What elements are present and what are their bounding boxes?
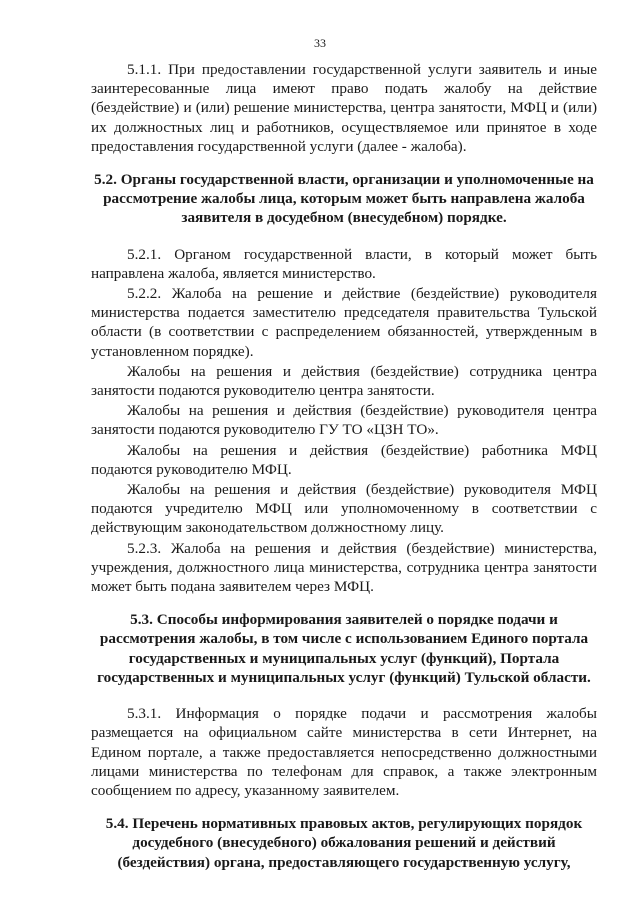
page-number: 33 [314, 36, 326, 50]
paragraph-5-3-1: 5.3.1. Информация о порядке подачи и рассмотрения жалобы размещается на официальном сайте министерства в сети Интернет, на Едином портале, а также предоставляется непосредственно должностными лицами министерства по телефонам для справок, а также электронным сообщением по адресу, указанному заявителем. [91, 705, 597, 799]
paragraph-5-2-2-employment-center: Жалобы на решения и действия (бездействие) сотрудника центра занятости подаются руководителю центра занятости. [91, 362, 597, 400]
heading-5-2: 5.2. Органы государственной власти, организации и уполномоченные на рассмотрение жалобы лица, которым может быть направлена жалоба заявителя в досудебном (внесудебном) порядке. [94, 171, 594, 227]
heading-5-3: 5.3. Способы информирования заявителей о порядке подачи и рассмотрения жалобы, в том числе с использованием Единого портала государственных и муниципальных услуг (функций), Портала государственных и муниципальных услуг (функций) Тульской области. [97, 611, 591, 686]
paragraph-5-1-1: 5.1.1. При предоставлении государственной услуги заявитель и иные заинтересованные лица имеют право подать жалобу на действие (бездействие) и (или) решение министерства, центра занятости, МФЦ и (или) их должностных лиц и работников, осуществляемое или принятое в ходе предоставления государственной услуги (далее - жалоба). [91, 61, 597, 155]
paragraph-5-2-3: 5.2.3. Жалоба на решения и действия (бездействие) министерства, учреждения, должностного лица министерства, сотрудника центра занятости может быть подана заявителем через МФЦ. [91, 539, 597, 596]
paragraph-5-2-1: 5.2.1. Органом государственной власти, в который может быть направлена жалоба, является министерство. [91, 245, 597, 282]
paragraph-5-2-2-center-head: Жалобы на решения и действия (бездействие) руководителя центра занятости подаются руководителю ГУ ТО «ЦЗН ТО». [91, 402, 597, 439]
paragraph-5-2-2: 5.2.2. Жалоба на решение и действие (бездействие) руководителя министерства подается заместителю председателя правительства Тульской области (в соответствии с распределением обязанностей, утвержденным в установленном порядке). [91, 285, 597, 360]
heading-5-4: 5.4. Перечень нормативных правовых актов, регулирующих порядок досудебного (внесудебного) обжалования решений и действий (бездействия) органа, предоставляющего государственную услугу, [105, 815, 583, 871]
paragraph-5-2-2-mfc-worker: Жалобы на решения и действия (бездействие) работника МФЦ подаются руководителю МФЦ. [91, 441, 597, 478]
paragraph-5-2-2-mfc-head: Жалобы на решения и действия (бездействие) руководителя МФЦ подаются учредителю МФЦ или уполномоченному в соответствии с действующим законодательством должностному лицу. [91, 481, 597, 537]
page-body [91, 60, 597, 872]
